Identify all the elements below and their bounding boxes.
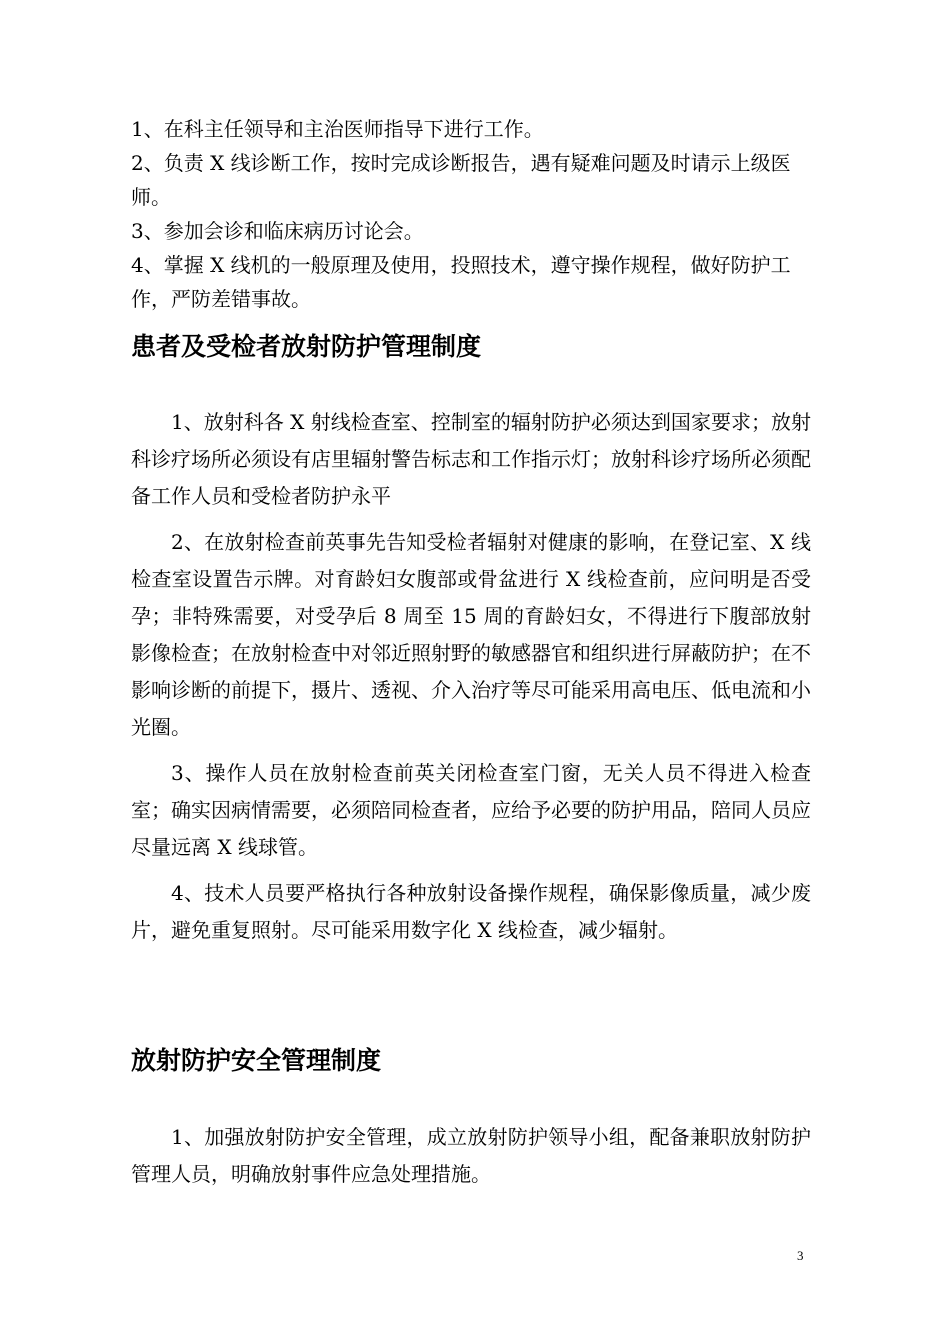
section-paragraph: 3、操作人员在放射检查前英关闭检查室门窗，无关人员不得进入检查室；确实因病情需要，必须陪同检查者，应给予必要的防护用品，陪同人员应尽量远离 X 线球管。 <box>131 761 811 859</box>
section-paragraph: 2、在放射检查前英事先告知受检者辐射对健康的影响，在登记室、X 线检查室设置告示牌。对育龄妇女腹部或骨盆进行 X 线检查前，应问明是否受孕；非特殊需要，对受孕后 8 周至 15 周的育龄妇女，不得进行下腹部放射影像检查；在放射检查中对邻近照射野的敏感器官和组织进行屏蔽防护；在不影响诊断的前提下，摄片、透视、介入治疗等尽可能采用高电压、低电流和小光圈。 <box>131 530 811 739</box>
page-number: 3 <box>797 1248 804 1263</box>
section-paragraph: 1、加强放射防护安全管理，成立放射防护领导小组，配备兼职放射防护管理人员，明确放射事件应急处理措施。 <box>131 1125 811 1186</box>
duty-item: 3、参加会诊和临床病历讨论会。 <box>131 219 424 243</box>
duty-item: 2、负责 X 线诊断工作，按时完成诊断报告，遇有疑难问题及时请示上级医师。 <box>131 151 791 209</box>
duties-list <box>131 112 811 316</box>
section-body <box>131 404 811 949</box>
section-body <box>131 1119 811 1193</box>
section-title: 患者及受检者放射防护管理制度 <box>131 332 482 361</box>
section-paragraph: 4、技术人员要严格执行各种放射设备操作规程，确保影像质量，减少废片，避免重复照射。尽可能采用数字化 X 线检查，减少辐射。 <box>131 881 811 942</box>
duty-item: 4、掌握 X 线机的一般原理及使用，投照技术，遵守操作规程，做好防护工作，严防差错事故。 <box>131 253 791 311</box>
section-paragraph: 1、放射科各 X 射线检查室、控制室的辐射防护必须达到国家要求；放射科诊疗场所必须设有店里辐射警告标志和工作指示灯；放射科诊疗场所必须配备工作人员和受检者防护永平 <box>131 410 811 508</box>
duty-item: 1、在科主任领导和主治医师指导下进行工作。 <box>131 117 544 141</box>
section-title: 放射防护安全管理制度 <box>131 1046 382 1075</box>
